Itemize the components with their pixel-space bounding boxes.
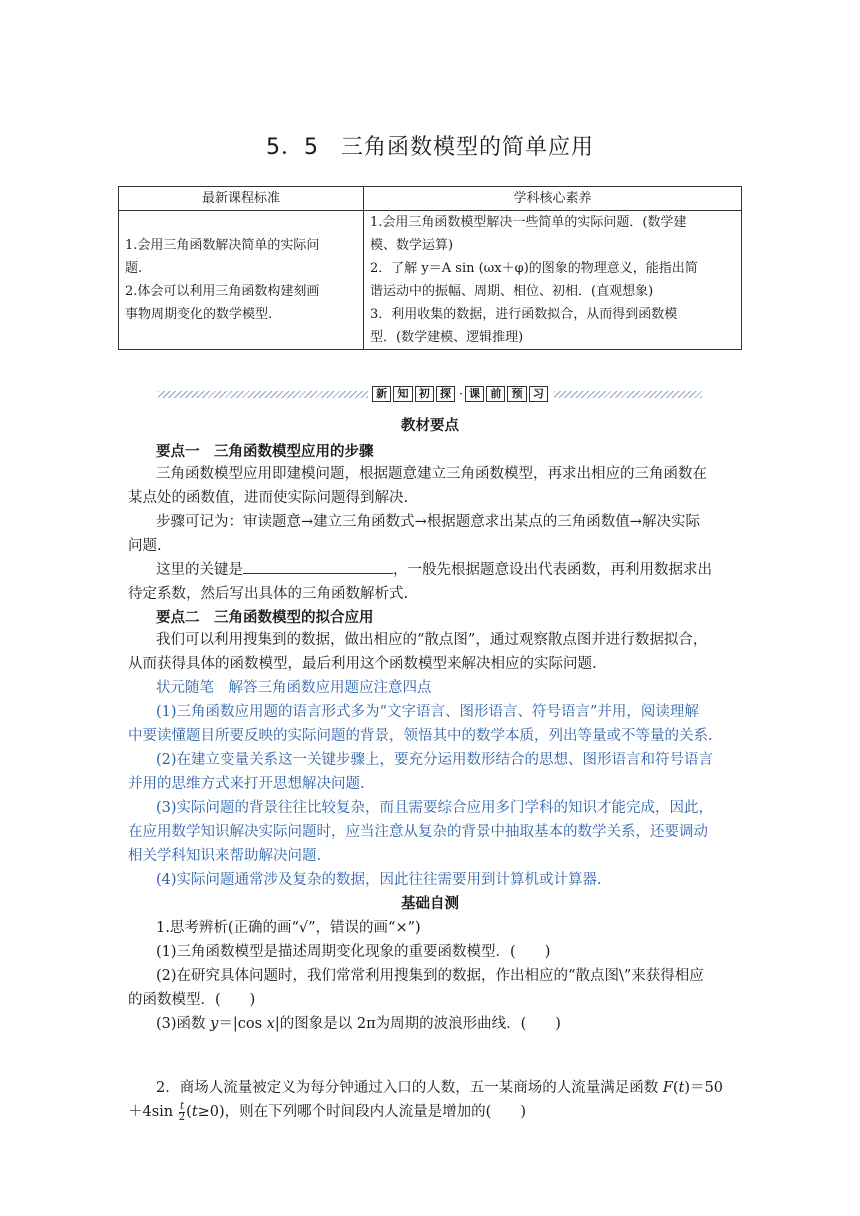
banner-char: 前 bbox=[486, 386, 505, 402]
banner-char: 预 bbox=[507, 386, 526, 402]
judgment-item: (2)在研究具体问题时，我们常常利用搜集到的数据，作出相应的“散点图\”来获得相应 bbox=[156, 968, 704, 984]
banner-separator: · bbox=[459, 387, 463, 401]
note-line: (2)在建立变量关系这一关键步骤上，要充分运用数形结合的思想、图形语言和符号语言 bbox=[156, 752, 714, 768]
section-number: 5．5 bbox=[265, 135, 319, 160]
notes-title: 状元随笔 解答三角函数应用题应注意四点 bbox=[156, 680, 432, 696]
paragraph-line: 问题. bbox=[128, 538, 162, 554]
text-run: ≥0)，则在下列哪个时间段内人流量是增加的( ) bbox=[197, 1104, 526, 1120]
standard-line: 1.会用三角函数解决简单的实际问 bbox=[125, 238, 320, 253]
variable-F: F bbox=[662, 1080, 673, 1096]
page-title bbox=[0, 130, 860, 161]
fraction-numerator: t bbox=[179, 1100, 184, 1112]
text-run: (3)函数 bbox=[156, 1016, 211, 1032]
header-core-literacy: 学科核心素养 bbox=[364, 187, 742, 211]
point-two-title: 要点二 三角函数模型的拟合应用 bbox=[156, 610, 374, 626]
text-run: |的图象是以 2π为周期的波浪形曲线．( ) bbox=[274, 1016, 561, 1032]
paragraph-line: 步骤可记为：审读题意→建立三角函数式→根据题意求出某点的三角函数值→解决实际 bbox=[156, 514, 700, 530]
question-one-title: 1.思考辨析(正确的画“√”，错误的画“×”) bbox=[156, 920, 421, 936]
literacy-line: 3．利用收集的数据，进行函数拟合，从而得到函数模 bbox=[370, 307, 678, 322]
standard-line: 题. bbox=[125, 261, 143, 276]
text-run: 2．商场人流量被定义为每分钟通过入口的人数，五一某商场的人流量满足函数 bbox=[156, 1080, 663, 1096]
literacy-line: 型．(数学建模、逻辑推理) bbox=[370, 330, 524, 345]
variable-y: y bbox=[210, 1016, 219, 1032]
core-literacy-cell bbox=[364, 211, 742, 350]
variable-t: t bbox=[678, 1080, 685, 1096]
banner-char: 探 bbox=[436, 386, 455, 402]
fraction bbox=[179, 1102, 185, 1123]
text-run: ( bbox=[186, 1104, 192, 1120]
judgment-item: (1)三角函数模型是描述周期变化现象的重要函数模型．( ) bbox=[156, 944, 551, 960]
key-point-prefix: 这里的关键是 bbox=[156, 562, 243, 578]
judgment-item bbox=[156, 1012, 561, 1033]
note-line: 并用的思维方式来打开思想解决问题. bbox=[128, 776, 365, 792]
text-run: ( bbox=[672, 1080, 679, 1096]
answer-blank[interactable] bbox=[243, 561, 393, 574]
paragraph-line bbox=[156, 558, 712, 579]
banner-hatch-right bbox=[554, 391, 702, 398]
note-line: 在应用数学知识解决实际问题时，应当注意从复杂的背景中抽取基本的数学关系，还要调动 bbox=[128, 824, 708, 840]
standards-table bbox=[118, 186, 742, 350]
banner-char: 新 bbox=[372, 386, 391, 402]
standard-line: 事物周期变化的数学模型. bbox=[125, 307, 273, 322]
text-run: ＋4sin bbox=[128, 1104, 178, 1120]
literacy-line: 2．了解 y＝A sin (ωx＋φ)的图象的物理意义，能指出简 bbox=[370, 261, 698, 276]
paragraph-line: 我们可以利用搜集到的数据，做出相应的“散点图”，通过观察散点图并进行数据拟合， bbox=[156, 632, 708, 648]
banner-hatch-left bbox=[158, 391, 368, 398]
banner-char: 习 bbox=[529, 386, 548, 402]
question-two-line bbox=[156, 1076, 723, 1097]
note-line: (1)三角函数应用题的语言形式多为“文字语言、图形语言、符号语言”并用，阅读理解 bbox=[156, 704, 699, 720]
note-line: (3)实际问题的背景往往比较复杂，而且需要综合应用多门学科的知识才能完成，因此， bbox=[156, 800, 714, 816]
note-line: 中要读懂题目所要反映的实际问题的背景，领悟其中的数学本质，列出等量或不等量的关系. bbox=[128, 728, 713, 744]
banner-char: 课 bbox=[465, 386, 484, 402]
variable-x: x bbox=[266, 1016, 275, 1032]
table-header-row bbox=[119, 187, 742, 211]
table-body-row bbox=[119, 211, 742, 350]
paragraph-line: 待定系数，然后写出具体的三角函数解析式. bbox=[128, 586, 409, 602]
standard-line: 2.体会可以利用三角函数构建刻画 bbox=[125, 284, 320, 299]
section-banner bbox=[158, 386, 702, 402]
section-title: 三角函数模型的简单应用 bbox=[340, 135, 594, 160]
question-two-line-cont bbox=[128, 1100, 526, 1123]
banner-label bbox=[372, 386, 550, 402]
literacy-line: 1.会用三角函数模型解决一些简单的实际问题．(数学建 bbox=[370, 215, 687, 230]
note-line: 相关学科知识来帮助解决问题. bbox=[128, 848, 322, 864]
note-line: (4)实际问题通常涉及复杂的数据，因此往往需要用到计算机或计算器. bbox=[156, 872, 602, 888]
paragraph-line: 从而获得具体的函数模型，最后利用这个函数模型来解决相应的实际问题. bbox=[128, 656, 597, 672]
variable-t: t bbox=[191, 1104, 198, 1120]
banner-char: 初 bbox=[415, 386, 434, 402]
literacy-line: 模、数学运算) bbox=[370, 238, 454, 253]
judgment-item-cont: 的函数模型．( ) bbox=[128, 992, 256, 1008]
paragraph-line: 三角函数模型应用即建模问题，根据题意建立三角函数模型，再求出相应的三角函数在 bbox=[156, 466, 707, 482]
key-point-suffix: ，一般先根据题意设出代表函数，再利用数据求出 bbox=[393, 562, 712, 578]
self-test-heading: 基础自测 bbox=[401, 896, 459, 912]
banner-char: 知 bbox=[393, 386, 412, 402]
textbook-points-heading: 教材要点 bbox=[401, 418, 459, 434]
paragraph-line: 某点处的函数值，进而使实际问题得到解决. bbox=[128, 490, 409, 506]
header-course-standard: 最新课程标准 bbox=[119, 187, 364, 211]
text-run: ＝|cos bbox=[218, 1016, 267, 1032]
point-one-title: 要点一 三角函数模型应用的步骤 bbox=[156, 444, 374, 460]
fraction-denominator: 2 bbox=[178, 1111, 186, 1123]
literacy-line: 谐运动中的振幅、周期、相位、初相．(直观想象) bbox=[370, 284, 654, 299]
text-run: )＝50 bbox=[684, 1080, 724, 1096]
course-standard-cell bbox=[119, 211, 364, 350]
